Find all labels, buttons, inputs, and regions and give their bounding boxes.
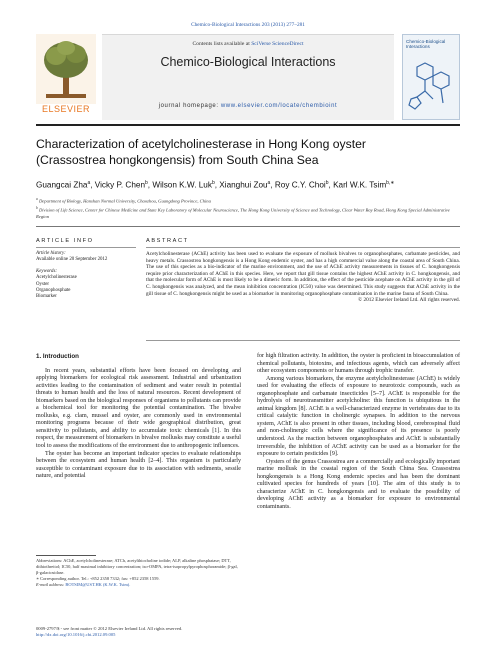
paragraph: for high filtration activity. In addition, the oyster is proficient in bioaccumulation of chemical pollutants, biotoxins, and infectious agents, which can adversely affect other ecosystem components or humans through trophic transfer. bbox=[257, 353, 460, 375]
email-note bbox=[36, 582, 241, 588]
publisher-wordmark: ELSEVIER bbox=[41, 104, 91, 114]
abstract-heading: ABSTRACT bbox=[146, 238, 189, 244]
article-info-rule bbox=[36, 247, 136, 248]
affiliation-mark: b bbox=[36, 205, 38, 210]
keyword: Oyster bbox=[36, 281, 50, 287]
keyword: Acetylcholinesterase bbox=[36, 275, 77, 281]
paragraph: The oyster has become an important indicator species to evaluate relationships between the ecosystem and human health [2–4]. This organism is particularly susceptible to contaminant exposure due to its association with sediments, sessile nature, and potential bbox=[36, 450, 241, 480]
masthead-banner bbox=[102, 34, 394, 120]
article-info-heading: ARTICLE INFO bbox=[36, 238, 94, 244]
affiliation bbox=[36, 205, 460, 220]
keyword: Organophosphate bbox=[36, 288, 71, 294]
footnote-rule bbox=[36, 555, 96, 556]
author-affiliation-mark: b bbox=[211, 180, 215, 186]
paragraph: Oysters of the genus Crassostrea are a commercially and ecologically important marine mollusk in the coastal region of the South China Sea. Crassostrea hongkongensis is a Hong Kong endemic species and has been the dominant cultivated species for hundreds of years [10]. The aim of this study is to characterize AChE in C. hongkongensis and to evaluate the possibility of developing AChE activity as a biomarker for exposure to environmental contaminants. bbox=[257, 458, 460, 510]
author-affiliation-mark: b bbox=[325, 180, 329, 186]
corresponding-author-note: ∗ Corresponding author. Tel.: +852 2358 7332; fax: +852 2358 1559. bbox=[36, 576, 160, 581]
history-label: Article history: bbox=[36, 251, 66, 256]
keyword: Biomarker bbox=[36, 294, 57, 300]
affiliation-mark: a bbox=[36, 197, 38, 201]
article-title bbox=[36, 136, 460, 168]
body-column-left bbox=[36, 353, 241, 481]
tree-icon bbox=[36, 34, 96, 104]
abstract-bottom-rule bbox=[146, 340, 460, 341]
sciencedirect-link[interactable]: SciVerse ScienceDirect bbox=[251, 41, 304, 47]
journal-name: Chemico-Biological Interactions bbox=[160, 55, 336, 69]
top-rule bbox=[36, 124, 460, 126]
author-list: Guangcai Zha$^a$, Vicky P. Chen$^b$, Wilson K.W. Luk$^b$, Xianghui Zou$^a$, Roy C.Y. Choi$^b$, Karl W.K. Tsim$^{b,∗}$ bbox=[36, 180, 395, 190]
article-info bbox=[36, 251, 136, 301]
affiliation-text: Department of Biology, Hanshan Normal University, Chaozhou, Guangdong Province, China bbox=[37, 198, 211, 204]
history-value: Available online 20 September 2012 bbox=[36, 257, 108, 263]
journal-homepage bbox=[102, 103, 394, 109]
body-column-right bbox=[257, 353, 460, 511]
cover-title: Chemico-Biological Interactions bbox=[406, 39, 446, 50]
author-name: Roy C.Y. Choi bbox=[274, 180, 326, 190]
doi-link[interactable]: http://dx.doi.org/10.1016/j.cbi.2012.09.005 bbox=[36, 632, 116, 637]
author-name: Karl W.K. Tsim bbox=[333, 180, 387, 190]
footnotes bbox=[36, 558, 241, 588]
copyright-notice: © 2012 Elsevier Ireland Ltd. All rights reserved. bbox=[358, 297, 460, 304]
title-line-1: Characterization of acetylcholinesterase in Hong Kong oyster bbox=[36, 137, 366, 151]
keywords-label: Keywords: bbox=[36, 268, 58, 274]
abstract-text: Acetylcholinesterase (AChE) activity has been used to evaluate the exposure of mollusk bivalves to organophosphates, carbamate pesticides, and heavy metals. Crassostrea hongkongensis is a Hong Kong endemic oyster, and has a high commercial value along the coastal area of South China. The use of this species as a bio-indicator of the marine environment, and the use of AChE activity measurements in tissues of C. hongkongensis require prior characterization of AChE in this species. Here, we report that gill tissue contains the highest AChE activity in C. hongkongensis, and that the molecular form of AChE is most likely to be a dimeric form. In addition, the effect of the pesticide acephate on AChE activity in the gill of C. hongkongensis was analyzed, and the mean inhibition concentration (IC50) value was determined. This study suggests that AChE activity in the gill tissue of C. hongkongensis might be used as a biomarker in monitoring organophosphate contamination in the marine fauna of South China. bbox=[146, 251, 460, 297]
header-divider bbox=[36, 226, 460, 227]
email-link[interactable]: BOTSIM@UST.HK (K.W.K. Tsim). bbox=[65, 582, 131, 587]
author-affiliation-mark: a bbox=[267, 180, 271, 186]
author-name: Wilson K.W. Luk bbox=[152, 180, 212, 190]
abbreviations-note: Abbreviations: AChE, acetylcholinesterase; ATCh, acetylthiocholine iodide; ALP, alkaline phosphatase; DTT, dithiothreitol; IC50, half maximal inhibitory concentration; iso-OMPA, tetra-isopropylpyrophosphoramide; β-gal, β-galactosidase. bbox=[36, 558, 238, 575]
journal-citation: Chemico-Biological Interactions 203 (2013) 277–281 bbox=[191, 22, 305, 28]
homepage-prefix: journal homepage: bbox=[158, 103, 221, 109]
author-affiliation-mark: b,∗ bbox=[386, 180, 395, 186]
author-name: Guangcai Zha bbox=[36, 180, 88, 190]
affiliation-text: Division of Life Science, Center for Chinese Medicine and State Key Laboratory of Molecular Neuroscience, The Hong Kong University of Science and Technology, Clear Water Bay Road, Hong Kong Special Administrative Region bbox=[36, 207, 450, 219]
elsevier-logo bbox=[36, 34, 96, 116]
email-label: E-mail address: bbox=[36, 582, 66, 587]
contents-line bbox=[102, 41, 394, 47]
title-line-2: (Crassostrea hongkongensis) from South China Sea bbox=[36, 153, 319, 167]
abstract-rule bbox=[146, 247, 460, 248]
homepage-link[interactable]: www.elsevier.com/locate/chembioint bbox=[220, 103, 338, 109]
affiliations bbox=[36, 196, 460, 220]
author-affiliation-mark: b bbox=[145, 180, 148, 186]
section-heading-introduction: 1. Introduction bbox=[36, 353, 79, 360]
affiliation bbox=[36, 196, 460, 205]
author-name: Vicky P. Chen bbox=[94, 180, 145, 190]
author-affiliation-mark: a bbox=[87, 180, 91, 186]
paragraph: In recent years, substantial efforts have been focused on developing and applying biomarkers for ecological risk assessment. Industrial and urbanization activities leading to the contamination of sediment and water result in potential threats to human health and the loss of natural resources. Recent development of biomarkers based on the biological responses of organisms to pollutants can provide a biochemical tool for monitoring the potential contamination. The bivalve mollusks, e.g. clam, mussel and oyster, are commonly used in environmental monitoring programs because of their wide geographical distribution, great sensitivity to pollutants, and ability to accumulate toxic chemicals [1]. In this respect, the measurement of biomarkers in bivalve mollusks may constitute a useful tool to assess the modifications of the environment due to anthropogenic influences. bbox=[36, 367, 241, 450]
molecule-icon bbox=[403, 57, 459, 117]
bottom-info bbox=[36, 626, 296, 638]
journal-masthead bbox=[36, 34, 460, 122]
contents-prefix: Contents lists available at bbox=[192, 41, 252, 47]
journal-cover bbox=[402, 34, 460, 120]
abstract-body bbox=[146, 251, 460, 304]
paragraph: Among various biomarkers, the enzyme acetylcholinesterase (AChE) is widely used for evaluating the effects of exposure to neurotoxic compounds, such as organophosphate and carbamate insecticides [5–7]. AChE is responsible for the hydrolysis of neurotransmitter acetylcholine: this function is ubiquitous in the animal kingdom [8]. AChE is a well-characterized enzyme in vertebrates due to its critical catalytic function in cholinergic synapses. In addition to the nervous system, AChE is also present in other tissues, including blood, cerebrospinal fluid and non-cholinergic cells where the significance of its presence is poorly understood. As the reaction between organophosphates and AChE is substantially irreversible, the inhibition of AChE activity can be used as a biomarker for the exposure to certain pesticides [9]. bbox=[257, 375, 460, 458]
author-name: Xianghui Zou bbox=[219, 180, 268, 190]
issn-line: 0009-2797/$ - see front matter © 2012 Elsevier Ireland Ltd. All rights reserved. bbox=[36, 626, 183, 631]
